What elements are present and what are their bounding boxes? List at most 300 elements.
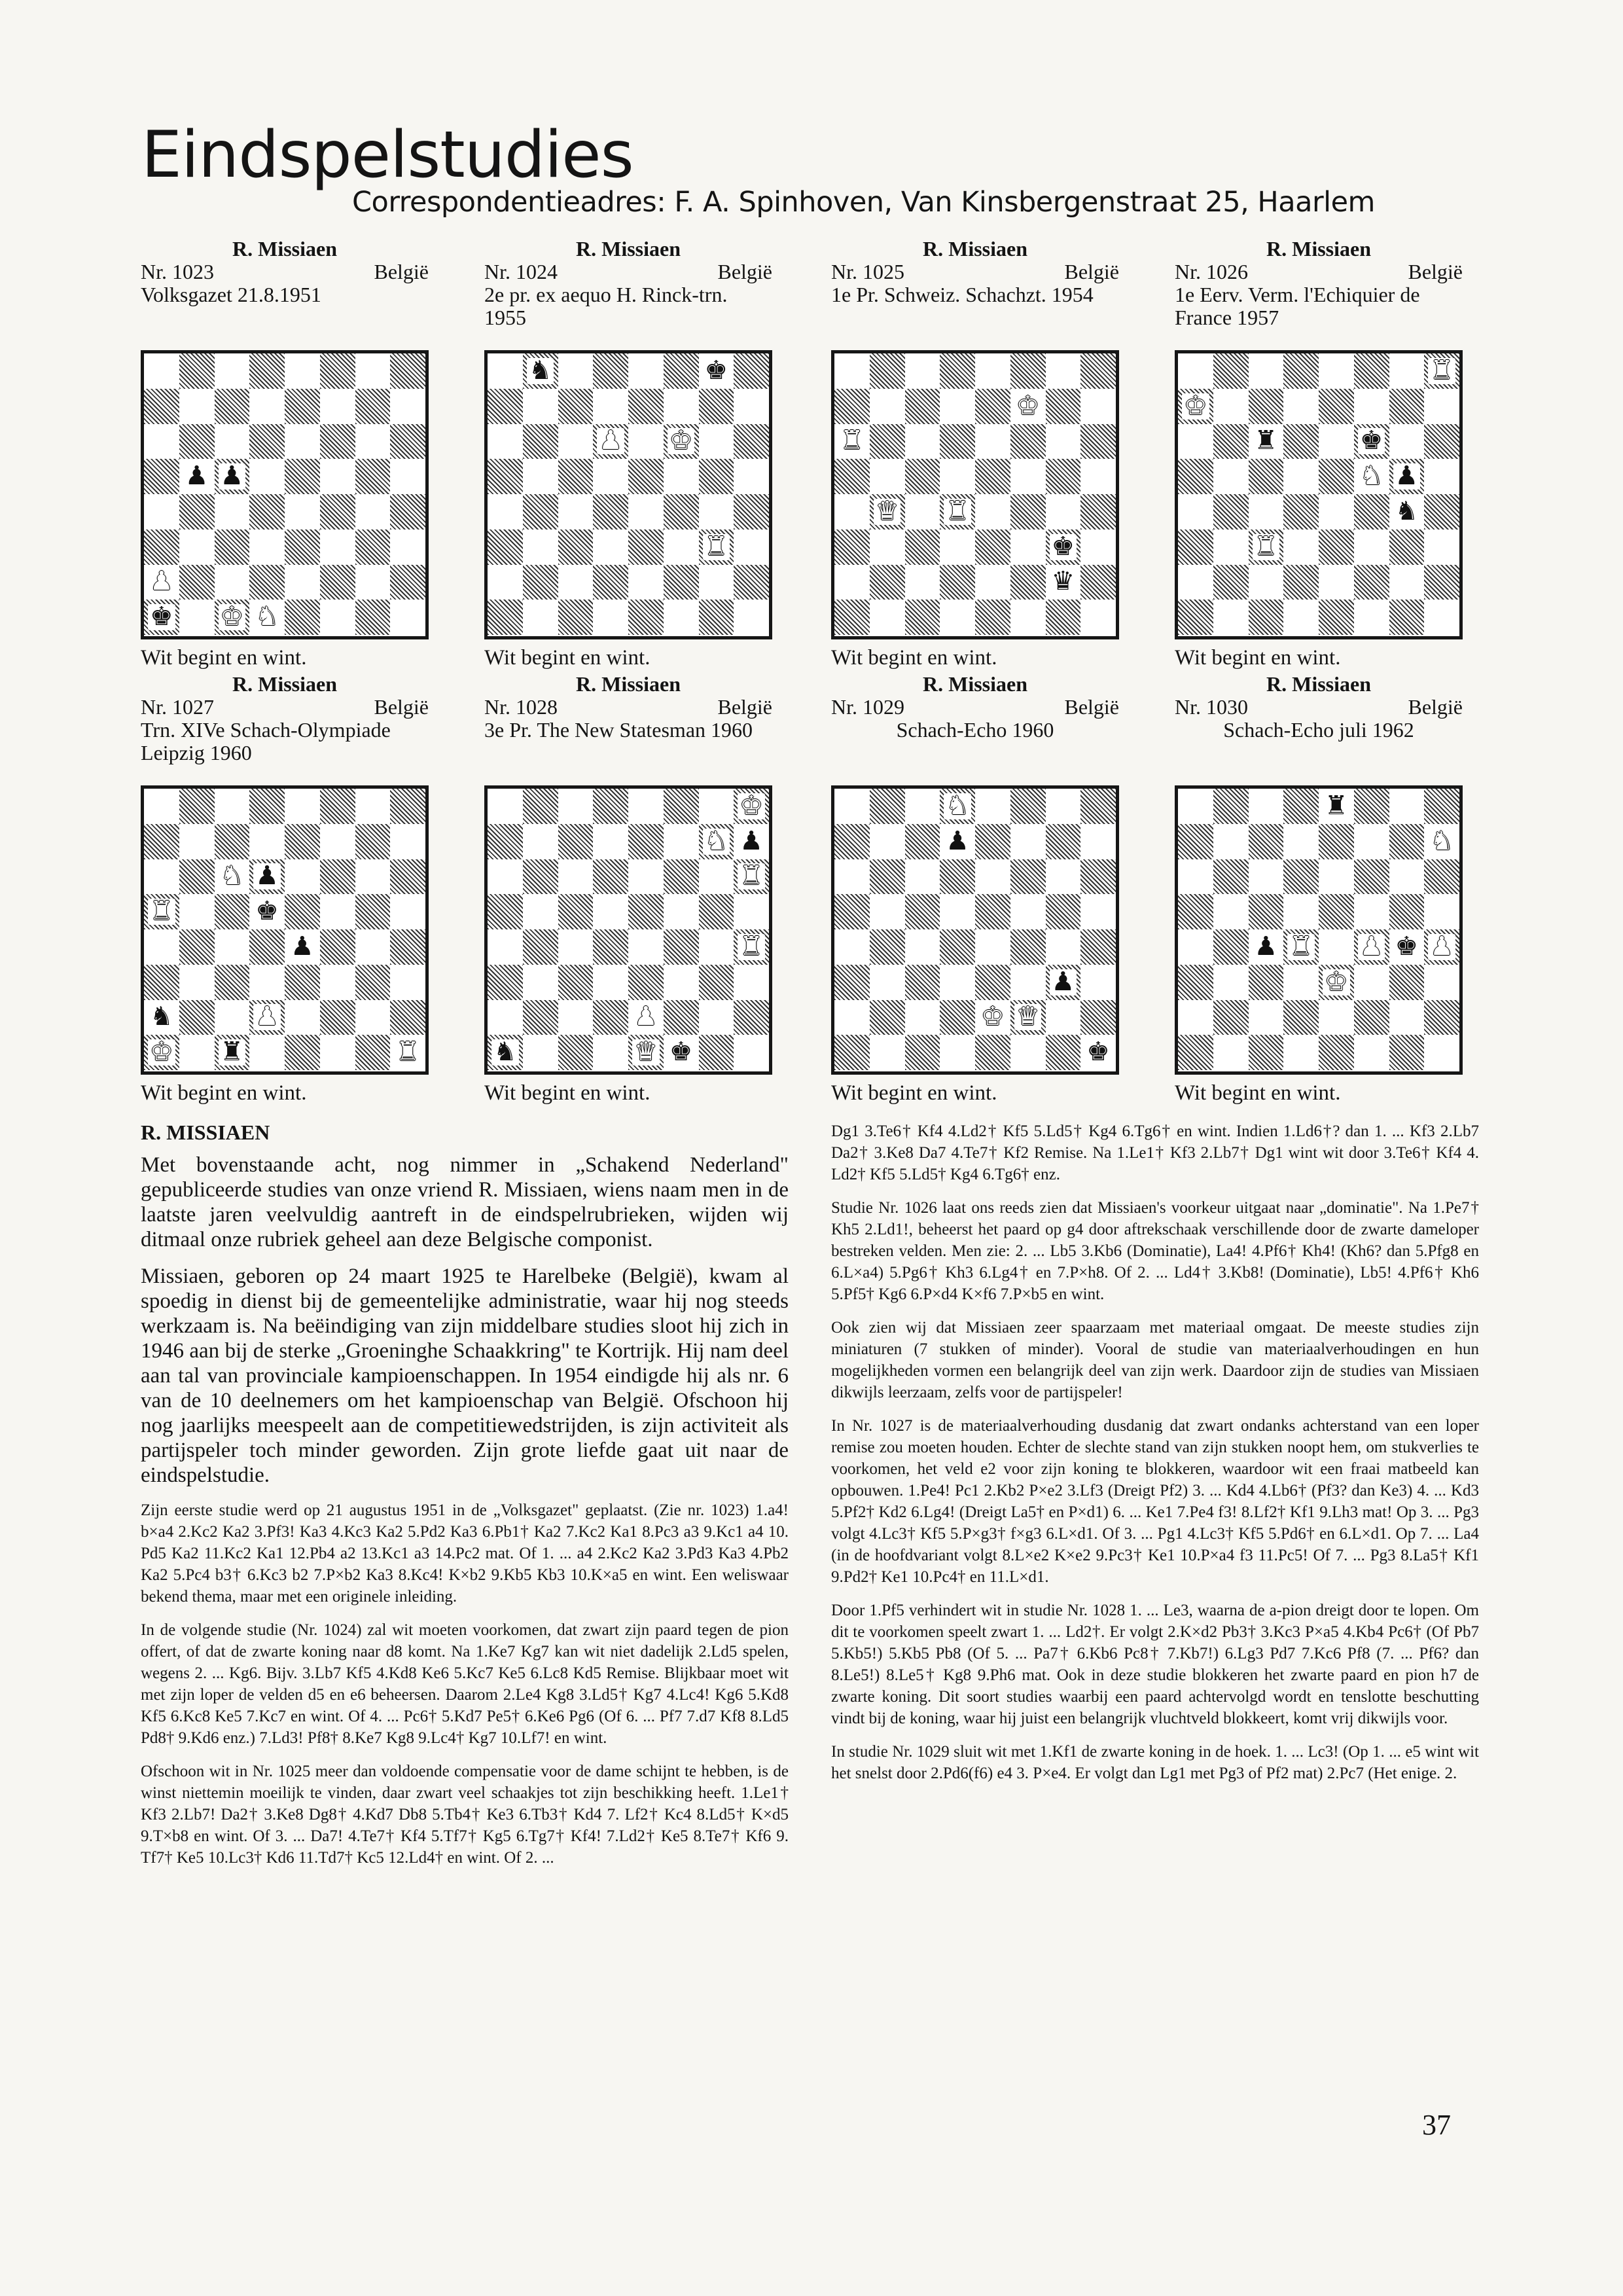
- board-square: [390, 859, 425, 895]
- board-square: [1046, 894, 1081, 929]
- board-square: [1283, 459, 1319, 494]
- board-square: [1080, 824, 1116, 859]
- board-square: [734, 353, 769, 389]
- board-square: [144, 353, 179, 389]
- board-square: [390, 459, 425, 494]
- board-square: [905, 565, 940, 600]
- board-square: [870, 824, 905, 859]
- chess-board: [484, 785, 772, 1075]
- board-square: [558, 424, 594, 459]
- board-square: [628, 600, 664, 635]
- board-square: [215, 929, 250, 965]
- board-square: [320, 389, 355, 424]
- board-square: [1080, 1000, 1116, 1035]
- study-source: Volksgazet 21.8.1951: [141, 283, 321, 306]
- board-square: [834, 389, 870, 424]
- board-square: [1319, 929, 1354, 965]
- white-queen-icon: ♛: [1010, 1000, 1046, 1035]
- board-square: [285, 1000, 320, 1035]
- board-square: [488, 789, 523, 824]
- white-queen-icon: ♛: [628, 1035, 664, 1070]
- board-square: [1213, 859, 1249, 895]
- board-square: [320, 459, 355, 494]
- board-square: [1249, 894, 1284, 929]
- board-square: [699, 600, 734, 635]
- board-square: [523, 459, 558, 494]
- board-square: [320, 859, 355, 895]
- study-number-line: [141, 696, 429, 719]
- board-square: [488, 859, 523, 895]
- board-square: [355, 929, 391, 965]
- board-square: [593, 894, 628, 929]
- board-square: [1080, 494, 1116, 529]
- white-rook-icon: ♜: [834, 424, 870, 459]
- board-square: [1389, 1000, 1425, 1035]
- board-square: [699, 859, 734, 895]
- analysis-1023: Zijn eerste studie werd op 21 augustus 1951 in de „Volksgazet" geplaatst. (Zie nr. 1023) 1.a4! b×a4 2.Kc2 Ka2 3.Pf3! Ka3 4.Kc3 Ka2 5.Pd2 Ka3 6.Pb1† Ka2 7.Kc2 Ka1 8.Pc3 a3 9.Kc1 a4 10. Pd5 Ka2 11.Kc2 Ka1 12.Pb4 a2 13.Kc1 a3 14.Pc2 mat. Of 1. ... a4 2.Kc2 Ka2 3.Pd3 Ka3 4.Pb2 Ka2 5.Pc4 b3† 6.Kc3 b2 7.P×b2 Ka3 8.Kc4! K×b2 9.Kb5 Kb3 10.K×a5 en wint. Een weliswaar bekend thema, maar met een originele inleiding.: [141, 1501, 789, 1605]
- board-square: [558, 1035, 594, 1070]
- board-square: [870, 565, 905, 600]
- board-square: [628, 824, 664, 859]
- board-square: [285, 459, 320, 494]
- board-square: [664, 459, 699, 494]
- study-number: Nr. 1024: [484, 260, 558, 283]
- study-header: [1175, 673, 1463, 784]
- board-square: [1046, 494, 1081, 529]
- study-source: 1e Pr. Schweiz. Schachzt. 1954: [831, 283, 1094, 306]
- board-square: [488, 1000, 523, 1035]
- board-square: [249, 565, 285, 600]
- board-square: [905, 1035, 940, 1070]
- study-country: België: [374, 260, 429, 283]
- board-square: [940, 424, 975, 459]
- study-caption: Wit begint en wint.: [141, 646, 307, 670]
- study-header: [141, 673, 429, 784]
- board-square: [975, 929, 1010, 965]
- board-square: [249, 424, 285, 459]
- board-square: [390, 789, 425, 824]
- study-country: België: [1408, 695, 1463, 719]
- board-square: [558, 494, 594, 529]
- study-source: 2e pr. ex aequo H. Rinck-trn. 1955: [484, 283, 728, 329]
- board-square: [355, 529, 391, 565]
- study-country: België: [1408, 260, 1463, 283]
- board-square: [628, 965, 664, 1000]
- board-square: [1424, 789, 1459, 824]
- board-square: [734, 494, 769, 529]
- board-square: [249, 789, 285, 824]
- board-square: [523, 824, 558, 859]
- black-pawn-icon: ♟: [285, 929, 320, 965]
- board-square: [940, 529, 975, 565]
- board-square: [1319, 389, 1354, 424]
- board-square: [1354, 565, 1389, 600]
- board-square: [179, 1035, 215, 1070]
- board-square: [870, 929, 905, 965]
- board-square: [390, 894, 425, 929]
- board-square: [558, 789, 594, 824]
- board-square: [628, 459, 664, 494]
- board-square: [1354, 529, 1389, 565]
- board-square: [285, 894, 320, 929]
- board-square: [179, 424, 215, 459]
- board-square: [355, 965, 391, 1000]
- board-square: [664, 859, 699, 895]
- board-square: [179, 789, 215, 824]
- study-number-line: [484, 696, 772, 719]
- board-square: [1213, 1035, 1249, 1070]
- board-square: [285, 600, 320, 635]
- board-square: [940, 459, 975, 494]
- board-square: [905, 929, 940, 965]
- black-pawn-icon: ♟: [1389, 459, 1425, 494]
- board-square: [558, 529, 594, 565]
- board-square: [523, 1035, 558, 1070]
- black-pawn-icon: ♟: [734, 824, 769, 859]
- board-square: [1178, 494, 1213, 529]
- board-square: [390, 1000, 425, 1035]
- board-square: [1213, 929, 1249, 965]
- board-square: [1319, 859, 1354, 895]
- black-queen-icon: ♛: [1046, 565, 1081, 600]
- white-king-icon: ♚: [975, 1000, 1010, 1035]
- board-square: [905, 965, 940, 1000]
- study-1025: [831, 238, 1119, 670]
- board-square: [390, 929, 425, 965]
- board-square: [144, 459, 179, 494]
- study-1024: [484, 238, 772, 670]
- board-square: [1080, 565, 1116, 600]
- board-square: [390, 494, 425, 529]
- white-knight-icon: ♞: [699, 824, 734, 859]
- study-number: Nr. 1028: [484, 695, 558, 719]
- board-square: [1319, 565, 1354, 600]
- board-square: [628, 424, 664, 459]
- board-square: [1283, 494, 1319, 529]
- board-square: [834, 824, 870, 859]
- board-square: [249, 459, 285, 494]
- study-country: België: [374, 695, 429, 719]
- study-caption: Wit begint en wint.: [141, 1081, 307, 1105]
- board-square: [1080, 965, 1116, 1000]
- board-square: [179, 353, 215, 389]
- board-square: [1424, 1000, 1459, 1035]
- board-square: [355, 894, 391, 929]
- board-square: [355, 789, 391, 824]
- board-square: [355, 353, 391, 389]
- black-king-icon: ♚: [699, 353, 734, 389]
- board-square: [320, 789, 355, 824]
- board-square: [1213, 965, 1249, 1000]
- board-square: [1249, 789, 1284, 824]
- board-square: [558, 824, 594, 859]
- board-square: [699, 459, 734, 494]
- study-number-line: [831, 260, 1119, 283]
- white-king-icon: ♚: [215, 600, 250, 635]
- board-square: [975, 859, 1010, 895]
- white-rook-icon: ♜: [1249, 529, 1284, 565]
- study-1029: [831, 673, 1119, 1105]
- white-rook-icon: ♜: [1283, 929, 1319, 965]
- board-square: [523, 529, 558, 565]
- study-header: [484, 238, 772, 349]
- board-square: [215, 789, 250, 824]
- study-author: R. Missiaen: [923, 673, 1027, 696]
- board-square: [1319, 529, 1354, 565]
- white-rook-icon: ♜: [1424, 353, 1459, 389]
- board-square: [870, 894, 905, 929]
- board-square: [488, 424, 523, 459]
- board-square: [1354, 894, 1389, 929]
- board-square: [664, 1000, 699, 1035]
- board-square: [144, 859, 179, 895]
- black-king-icon: ♚: [1080, 1035, 1116, 1070]
- board-square: [179, 824, 215, 859]
- board-square: [1424, 965, 1459, 1000]
- black-knight-icon: ♞: [1389, 494, 1425, 529]
- board-square: [1046, 459, 1081, 494]
- board-square: [940, 1035, 975, 1070]
- board-square: [179, 389, 215, 424]
- board-square: [1319, 1035, 1354, 1070]
- board-square: [1213, 459, 1249, 494]
- study-source: Schach-Echo juli 1962: [1223, 718, 1414, 742]
- board-square: [1213, 600, 1249, 635]
- board-square: [1354, 494, 1389, 529]
- board-square: [1319, 824, 1354, 859]
- board-square: [285, 494, 320, 529]
- white-rook-icon: ♜: [144, 894, 179, 929]
- board-square: [558, 389, 594, 424]
- black-king-icon: ♚: [1354, 424, 1389, 459]
- board-square: [488, 600, 523, 635]
- board-square: [1424, 389, 1459, 424]
- black-king-icon: ♚: [249, 894, 285, 929]
- study-source: Trn. XIVe Schach-Olympiade Leipzig 1960: [141, 718, 391, 764]
- black-knight-icon: ♞: [523, 353, 558, 389]
- board-square: [1178, 459, 1213, 494]
- study-header: [831, 673, 1119, 784]
- board-square: [1389, 600, 1425, 635]
- board-square: [1010, 789, 1046, 824]
- board-square: [355, 459, 391, 494]
- board-square: [940, 965, 975, 1000]
- board-square: [628, 929, 664, 965]
- board-square: [975, 353, 1010, 389]
- board-square: [1283, 894, 1319, 929]
- board-square: [1046, 600, 1081, 635]
- board-square: [215, 565, 250, 600]
- board-square: [1283, 565, 1319, 600]
- board-square: [664, 824, 699, 859]
- board-square: [355, 859, 391, 895]
- board-square: [905, 859, 940, 895]
- board-square: [628, 389, 664, 424]
- board-square: [1319, 600, 1354, 635]
- board-square: [285, 824, 320, 859]
- board-square: [1283, 1035, 1319, 1070]
- chess-board: [1175, 350, 1463, 639]
- white-pawn-icon: ♟: [628, 1000, 664, 1035]
- board-square: [1249, 565, 1284, 600]
- board-square: [144, 529, 179, 565]
- black-rook-icon: ♜: [215, 1035, 250, 1070]
- black-rook-icon: ♜: [1319, 789, 1354, 824]
- board-square: [355, 424, 391, 459]
- board-square: [1389, 389, 1425, 424]
- board-square: [285, 424, 320, 459]
- board-square: [834, 600, 870, 635]
- board-square: [1424, 565, 1459, 600]
- board-square: [390, 565, 425, 600]
- board-square: [215, 824, 250, 859]
- study-header: [1175, 238, 1463, 349]
- board-square: [1010, 459, 1046, 494]
- board-square: [390, 600, 425, 635]
- board-square: [1046, 1000, 1081, 1035]
- black-king-icon: ♚: [144, 600, 179, 635]
- board-square: [834, 859, 870, 895]
- board-square: [144, 789, 179, 824]
- board-square: [249, 494, 285, 529]
- board-square: [488, 494, 523, 529]
- board-square: [1178, 1000, 1213, 1035]
- board-square: [1424, 424, 1459, 459]
- board-square: [870, 424, 905, 459]
- board-square: [1080, 459, 1116, 494]
- study-number: Nr. 1030: [1175, 695, 1248, 719]
- board-square: [699, 1000, 734, 1035]
- board-square: [249, 529, 285, 565]
- board-square: [1080, 529, 1116, 565]
- board-square: [523, 389, 558, 424]
- board-square: [870, 1000, 905, 1035]
- board-square: [1354, 859, 1389, 895]
- board-square: [1178, 353, 1213, 389]
- board-square: [488, 824, 523, 859]
- board-square: [664, 789, 699, 824]
- board-square: [834, 965, 870, 1000]
- board-square: [1080, 389, 1116, 424]
- study-caption: Wit begint en wint.: [1175, 1081, 1341, 1105]
- white-king-icon: ♚: [734, 789, 769, 824]
- board-square: [628, 789, 664, 824]
- study-number: Nr. 1023: [141, 260, 214, 283]
- board-square: [734, 389, 769, 424]
- study-author: R. Missiaen: [923, 238, 1027, 260]
- board-square: [664, 565, 699, 600]
- board-square: [1389, 894, 1425, 929]
- board-square: [1010, 1035, 1046, 1070]
- board-square: [488, 965, 523, 1000]
- board-square: [1283, 600, 1319, 635]
- page-number: 37: [1422, 2109, 1451, 2141]
- board-square: [1424, 459, 1459, 494]
- board-square: [593, 494, 628, 529]
- board-square: [975, 824, 1010, 859]
- board-square: [1283, 789, 1319, 824]
- study-number: Nr. 1029: [831, 695, 904, 719]
- board-square: [1389, 424, 1425, 459]
- board-square: [1178, 600, 1213, 635]
- board-square: [940, 600, 975, 635]
- board-square: [1389, 789, 1425, 824]
- board-square: [1213, 1000, 1249, 1035]
- board-square: [1178, 965, 1213, 1000]
- board-square: [1010, 965, 1046, 1000]
- board-square: [1424, 859, 1459, 895]
- board-square: [664, 929, 699, 965]
- board-square: [1283, 1000, 1319, 1035]
- white-knight-icon: ♞: [940, 789, 975, 824]
- board-square: [215, 353, 250, 389]
- board-square: [215, 424, 250, 459]
- board-square: [975, 529, 1010, 565]
- board-square: [940, 1000, 975, 1035]
- board-square: [1249, 459, 1284, 494]
- board-square: [905, 824, 940, 859]
- board-square: [1010, 424, 1046, 459]
- board-square: [1249, 965, 1284, 1000]
- board-square: [1249, 389, 1284, 424]
- study-1028: [484, 673, 772, 1105]
- board-square: [144, 965, 179, 1000]
- board-square: [320, 529, 355, 565]
- board-square: [940, 929, 975, 965]
- board-square: [834, 494, 870, 529]
- white-rook-icon: ♜: [699, 529, 734, 565]
- board-square: [558, 965, 594, 1000]
- board-square: [593, 459, 628, 494]
- board-square: [1424, 494, 1459, 529]
- board-square: [1080, 424, 1116, 459]
- board-square: [870, 459, 905, 494]
- board-square: [1249, 1035, 1284, 1070]
- board-square: [488, 389, 523, 424]
- board-square: [249, 389, 285, 424]
- board-square: [975, 894, 1010, 929]
- board-square: [734, 529, 769, 565]
- board-square: [390, 353, 425, 389]
- board-square: [1249, 600, 1284, 635]
- study-source: 1e Eerv. Verm. l'Echiquier de France 1957: [1175, 283, 1420, 329]
- board-square: [699, 965, 734, 1000]
- board-square: [488, 894, 523, 929]
- study-author: R. Missiaen: [232, 673, 337, 696]
- white-pawn-icon: ♟: [1424, 929, 1459, 965]
- board-square: [1080, 600, 1116, 635]
- board-square: [285, 529, 320, 565]
- black-king-icon: ♚: [664, 1035, 699, 1070]
- board-square: [734, 424, 769, 459]
- study-author: R. Missiaen: [232, 238, 337, 260]
- correspondence-address: Correspondentieadres: F. A. Spinhoven, Van Kinsbergenstraat 25, Haarlem: [352, 186, 1375, 219]
- board-square: [905, 894, 940, 929]
- study-source: 3e Pr. The New Statesman 1960: [484, 718, 753, 742]
- black-knight-icon: ♞: [488, 1035, 523, 1070]
- board-square: [664, 389, 699, 424]
- board-square: [1046, 1035, 1081, 1070]
- white-pawn-icon: ♟: [1354, 929, 1389, 965]
- board-square: [975, 389, 1010, 424]
- board-square: [975, 600, 1010, 635]
- right-column: [831, 1121, 1479, 1796]
- board-square: [1354, 824, 1389, 859]
- black-pawn-icon: ♟: [940, 824, 975, 859]
- board-square: [975, 565, 1010, 600]
- board-square: [1046, 929, 1081, 965]
- board-square: [834, 1035, 870, 1070]
